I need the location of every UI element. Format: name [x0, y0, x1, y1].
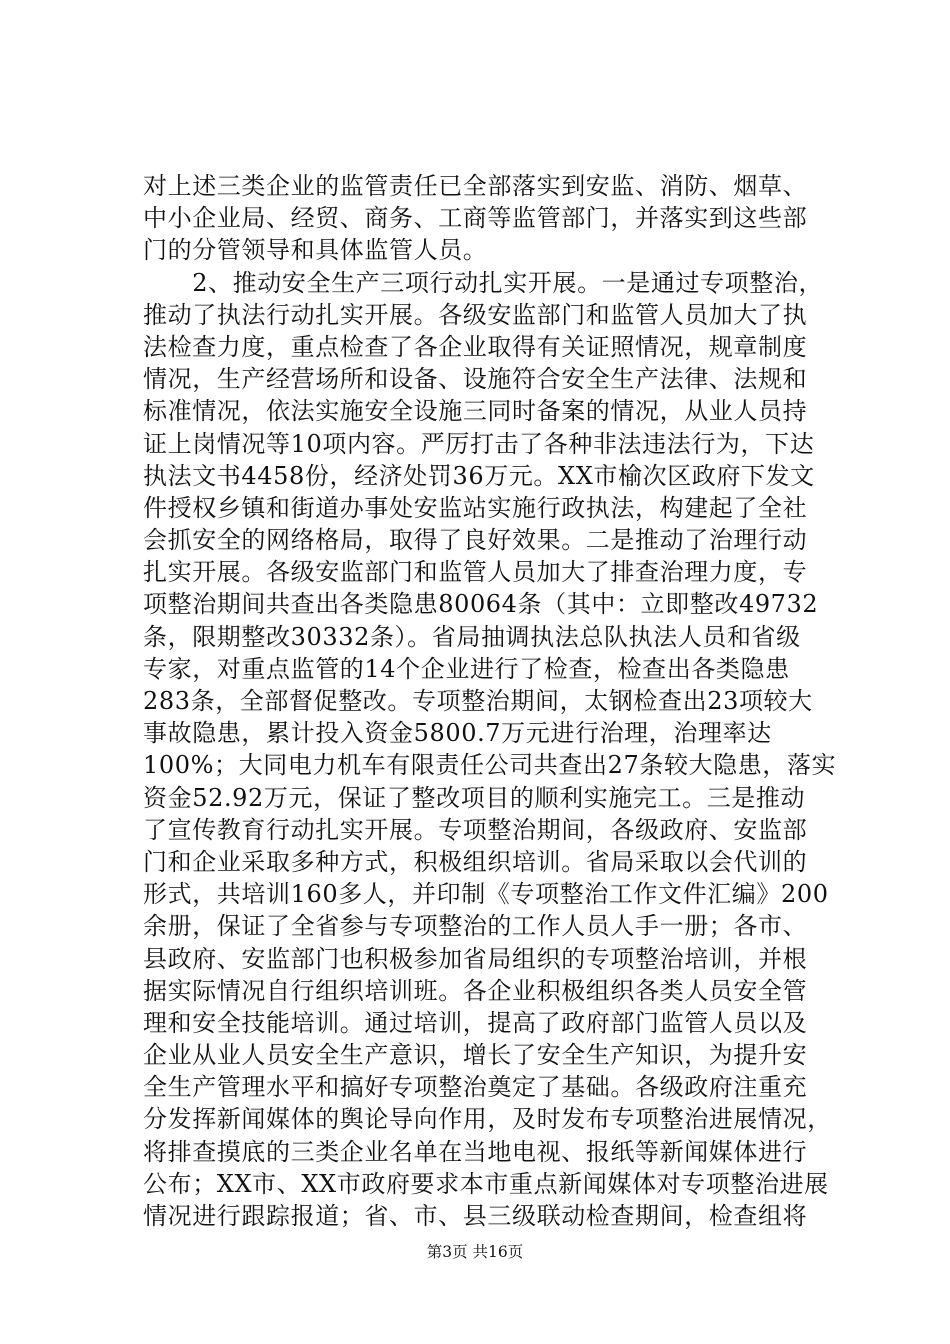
- text-line: 分发挥新闻媒体的舆论导向作用，及时发布专项整治进展情况，: [143, 1105, 832, 1134]
- text-line: 情况，生产经营场所和设备、设施符合安全生产法律、法规和: [143, 365, 808, 394]
- text-line: 情况进行跟踪报道；省、市、县三级联动检查期间，检查组将: [143, 1202, 808, 1230]
- text-line: 会抓安全的网络格局，取得了良好效果。二是推动了治理行动: [143, 526, 808, 555]
- text-line: 全生产管理水平和搞好专项整治奠定了基础。各级政府注重充: [143, 1073, 808, 1102]
- text-line: 专家，对重点监管的14个企业进行了检查，检查出各类隐患: [143, 654, 790, 683]
- text-line: 门的分管领导和具体监管人员。: [143, 236, 488, 265]
- text-line: 公布；XX市、XX市政府要求本市重点新闻媒体对专项整治进展: [143, 1169, 829, 1198]
- text-line: 推动了执法行动扎实开展。各级安监部门和监管人员加大了执: [143, 300, 808, 329]
- text-line: 资金52.92万元，保证了整改项目的顺利实施完工。三是推动: [143, 783, 806, 812]
- text-line: 余册，保证了全省参与专项整治的工作人员人手一册；各市、: [143, 912, 808, 941]
- page-number-footer: 第3页 共16页: [426, 1243, 524, 1261]
- text-line: 条，限期整改30332条）。省局抽调执法总队执法人员和省级: [143, 622, 801, 651]
- text-line: 扎实开展。各级安监部门和监管人员加大了排查治理力度，专: [143, 558, 808, 587]
- text-line: 对上述三类企业的监管责任已全部落实到安监、消防、烟草、: [143, 172, 808, 200]
- text-line: 门和企业采取多种方式，积极组织培训。省局采取以会代训的: [143, 847, 808, 876]
- text-line: 事故隐患，累计投入资金5800.7万元进行治理，治理率达: [143, 719, 772, 748]
- text-line: 证上岗情况等10项内容。严厉打击了各种非法违法行为，下达: [143, 429, 815, 458]
- text-line: 2、推动安全生产三项行动扎实开展。一是通过专项整治，: [143, 268, 824, 297]
- body-text: [143, 170, 837, 1232]
- text-line: 理和安全技能培训。通过培训，提高了政府部门监管人员以及: [143, 1008, 808, 1037]
- text-line: 企业从业人员安全生产意识，增长了安全生产知识，为提升安: [143, 1041, 808, 1070]
- text-line: 100%；大同电力机车有限责任公司共查出27条较大隐患，落实: [143, 751, 837, 780]
- text-line: 将排查摸底的三类企业名单在当地电视、报纸等新闻媒体进行: [143, 1137, 808, 1166]
- text-line: 了宣传教育行动扎实开展。专项整治期间，各级政府、安监部: [143, 815, 808, 844]
- text-line: 项整治期间共查出各类隐患80064条（其中：立即整改49732: [143, 590, 819, 619]
- text-line: 件授权乡镇和街道办事处安监站实施行政执法，构建起了全社: [143, 493, 808, 522]
- text-line: 县政府、安监部门也积极参加省局组织的专项整治培训，并根: [143, 944, 808, 973]
- text-line: 形式，共培训160多人，并印制《专项整治工作文件汇编》200: [143, 880, 829, 909]
- text-line: 执法文书4458份，经济处罚36万元。XX市榆次区政府下发文: [143, 461, 815, 490]
- text-line: 283条，全部督促整改。专项整治期间，太钢检查出23项较大: [143, 687, 813, 715]
- text-line: 法检查力度，重点检查了各企业取得有关证照情况，规章制度: [143, 332, 808, 361]
- text-line: 标准情况，依法实施安全设施三同时备案的情况，从业人员持: [143, 397, 808, 426]
- text-line: 据实际情况自行组织培训班。各企业积极组织各类人员安全管: [143, 976, 808, 1005]
- text-line: 中小企业局、经贸、商务、工商等监管部门，并落实到这些部: [143, 204, 808, 233]
